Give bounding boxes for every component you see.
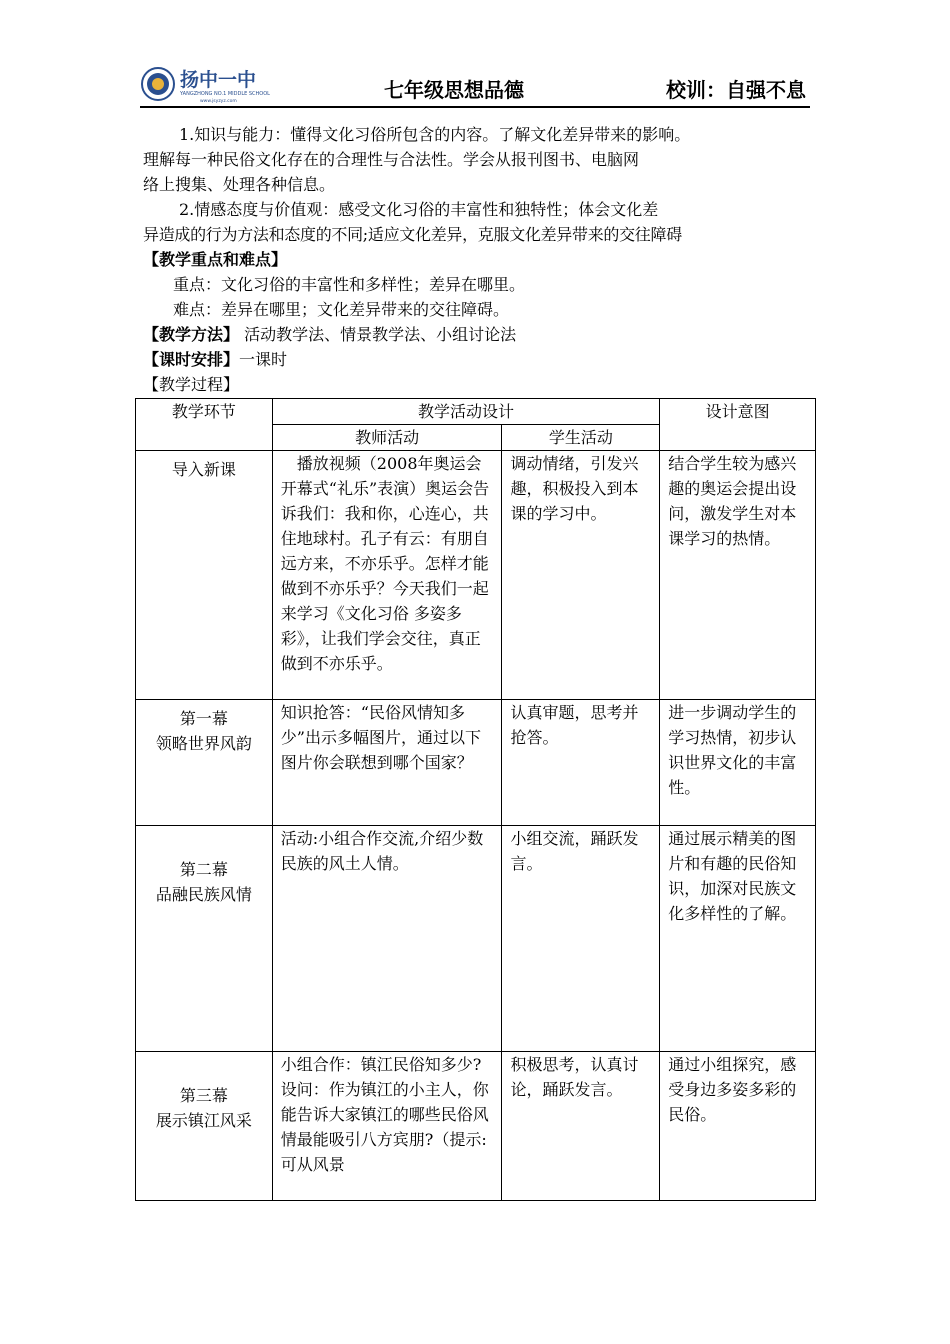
teacher-activity: 播放视频（2008年奥运会开幕式“礼乐”表演）奥运会告诉我们：我和你，心连心，共住地球村。孔子有云：有朋自远方来，不亦乐乎。怎样才能做到不亦乐乎？今天我们一起来学习《文化习俗 多姿多彩》，让我们学会交往，真正做到不亦乐乎。	[272, 451, 502, 700]
stage-cell	[136, 700, 273, 826]
header-teacher: 教师活动	[272, 425, 502, 451]
stage-subtitle: 品融民族风情	[155, 885, 252, 904]
header-stage: 教学环节	[136, 399, 273, 451]
goal-emotion-line1: 2.情感态度与价值观：感受文化习俗的丰富性和独特性；体会文化差	[179, 200, 659, 219]
stage-title: 第二幕	[179, 860, 228, 879]
method-heading: 【教学方法】	[143, 325, 240, 344]
difficult-point: 难点：差异在哪里；文化差异带来的交往障碍。	[173, 300, 510, 319]
svg-text:YANGZHONG NO.1 MIDDLE SCHOOL: YANGZHONG NO.1 MIDDLE SCHOOL	[180, 91, 270, 97]
design-intent: 结合学生较为感兴趣的奥运会提出设问，激发学生对本课学习的热情。	[660, 451, 816, 700]
school-motto: 校训：自强不息	[666, 78, 806, 102]
table-row	[136, 451, 816, 700]
goal-knowledge-line3: 络上搜集、处理各种信息。	[143, 175, 336, 194]
stage-title: 第一幕	[179, 709, 228, 728]
schedule-line	[143, 347, 813, 372]
schedule-heading: 【课时安排】	[143, 350, 240, 369]
schedule-text: 一课时	[239, 350, 288, 369]
svg-text:扬中一中: 扬中一中	[180, 69, 257, 91]
goal-knowledge-line2: 理解每一种民俗文化存在的合理性与合法性。学会从报刊图书、电脑网	[143, 150, 640, 169]
page-header	[140, 62, 810, 108]
table-row	[136, 1052, 816, 1201]
header-design: 教学活动设计	[272, 399, 659, 425]
goal-knowledge-line1: 1.知识与能力：懂得文化习俗所包含的内容。了解文化差异带来的影响。	[179, 125, 691, 144]
stage-title: 导入新课	[171, 460, 236, 479]
teacher-activity: 小组合作：镇江民俗知多少?设问：作为镇江的小主人，你能告诉大家镇江的哪些民俗风情最能吸引八方宾朋?（提示:可从风景	[272, 1052, 502, 1201]
header-intent: 设计意图	[660, 399, 816, 451]
stage-subtitle: 领略世界风韵	[155, 734, 252, 753]
school-logo	[140, 64, 290, 104]
teacher-activity: 活动:小组合作交流,介绍少数民族的风土人情。	[272, 826, 502, 1052]
design-intent: 进一步调动学生的学习热情，初步认识世界文化的丰富性。	[660, 700, 816, 826]
student-activity: 积极思考，认真讨论，踊跃发言。	[502, 1052, 660, 1201]
process-heading: 【教学过程】	[143, 375, 240, 394]
student-activity: 认真审题，思考并抢答。	[502, 700, 660, 826]
lesson-intro	[143, 122, 813, 397]
header-student: 学生活动	[502, 425, 660, 451]
teacher-activity: 知识抢答：“民俗风情知多少”出示多幅图片，通过以下图片你会联想到哪个国家？	[272, 700, 502, 826]
method-line	[143, 322, 813, 347]
stage-title: 第三幕	[179, 1086, 228, 1105]
subject-title: 七年级思想品德	[384, 78, 524, 102]
keypoints-heading: 【教学重点和难点】	[143, 250, 288, 269]
key-point: 重点：文化习俗的丰富性和多样性；差异在哪里。	[173, 275, 526, 294]
stage-subtitle: 展示镇江风采	[155, 1111, 252, 1130]
teaching-process-table	[135, 398, 816, 1201]
table-row	[136, 826, 816, 1052]
method-text: 活动教学法、情景教学法、小组讨论法	[239, 325, 517, 344]
stage-cell	[136, 1052, 273, 1201]
student-activity: 小组交流，踊跃发言。	[502, 826, 660, 1052]
table-row	[136, 700, 816, 826]
svg-text:www.jsyzyz.com: www.jsyzyz.com	[200, 99, 237, 104]
design-intent: 通过小组探究，感受身边多姿多彩的民俗。	[660, 1052, 816, 1201]
stage-cell	[136, 826, 273, 1052]
goal-emotion-line2: 异造成的行为方法和态度的不同;适应文化差异，克服文化差异带来的交往障碍	[143, 225, 682, 244]
stage-cell	[136, 451, 273, 700]
design-intent: 通过展示精美的图片和有趣的民俗知识，加深对民族文化多样性的了解。	[660, 826, 816, 1052]
student-activity: 调动情绪，引发兴趣，积极投入到本课的学习中。	[502, 451, 660, 700]
